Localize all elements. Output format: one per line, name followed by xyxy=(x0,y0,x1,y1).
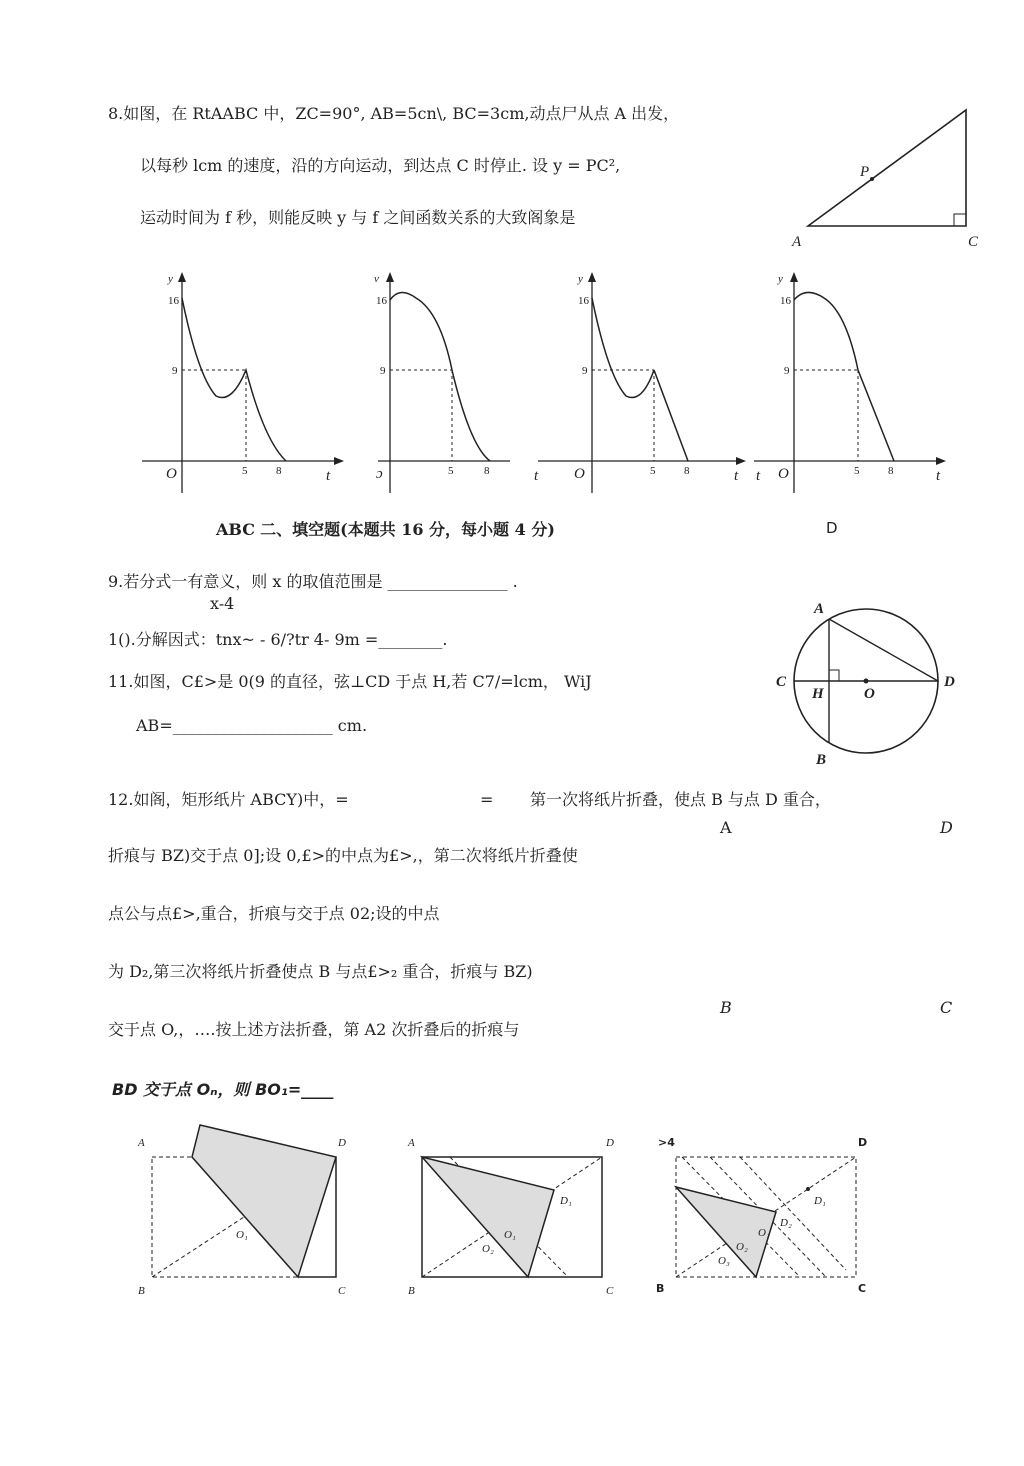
svg-text:16: 16 xyxy=(780,295,791,307)
svg-text:B: B xyxy=(138,1285,145,1297)
svg-text:O₂: O₂ xyxy=(482,1243,494,1255)
svg-text:8: 8 xyxy=(888,465,894,477)
svg-text:8: 8 xyxy=(684,465,690,477)
q9-denominator: x-4 xyxy=(210,594,235,613)
q12-line1b: = xyxy=(480,790,494,809)
q11-circle-figure xyxy=(770,598,970,768)
q8-line1: 8.如图，在 RtAABC 中，ZC=90°, AB=5cn\, BC=3cm,动点尸从点 A 出发， xyxy=(108,104,680,123)
q11-line2: AB=____________________ cm. xyxy=(136,716,368,735)
svg-text:t: t xyxy=(326,468,331,484)
q12-rect-label-b: B xyxy=(720,998,732,1017)
q10-text: 1().分解因式：tnx~ - 6/?tr 4- 9m =________. xyxy=(108,630,448,649)
svg-text:16: 16 xyxy=(578,295,589,307)
svg-text:D₁: D₁ xyxy=(814,1195,826,1207)
svg-text:O: O xyxy=(778,466,789,482)
svg-text:O₁: O₁ xyxy=(504,1229,516,1241)
svg-text:t: t xyxy=(534,468,539,484)
q12-line1c: 第一次将纸片折叠，使点 B 与点 D 重合， xyxy=(530,790,831,809)
svg-text:O: O xyxy=(166,466,177,482)
q8-graph-d xyxy=(752,268,972,498)
svg-text:y: y xyxy=(778,273,783,285)
q12-line6: BD 交于点 Oₙ，则 BO₁=____ xyxy=(112,1080,334,1099)
svg-text:B: B xyxy=(816,752,827,768)
svg-text:A: A xyxy=(814,601,825,617)
svg-text:D: D xyxy=(944,674,955,690)
svg-text:ɔ: ɔ xyxy=(376,466,383,482)
svg-text:O: O xyxy=(864,686,875,702)
q12-rect-label-d: D xyxy=(940,818,953,837)
q8-label-a: A xyxy=(792,234,802,250)
q12-fold-figure-3 xyxy=(650,1120,890,1300)
svg-text:5: 5 xyxy=(242,465,248,477)
svg-text:O₂: O₂ xyxy=(736,1241,748,1253)
q12-fold-figure-2 xyxy=(400,1120,640,1300)
svg-text:8: 8 xyxy=(276,465,282,477)
section-title: 二、填空题(本题共 16 分，每小题 4 分) xyxy=(260,520,555,539)
q8-line2: 以每秒 lcm 的速度，沿的方向运动，到达点 C 时停止. 设 y = PC², xyxy=(140,156,621,175)
svg-text:D₂: D₂ xyxy=(780,1217,792,1229)
svg-text:16: 16 xyxy=(168,295,179,307)
svg-text:B: B xyxy=(408,1285,415,1297)
svg-text:O₁: O₁ xyxy=(236,1229,248,1241)
svg-text:C: C xyxy=(338,1285,346,1297)
svg-text:O₁: O₁ xyxy=(758,1227,770,1239)
q8-graph-a xyxy=(140,268,340,498)
svg-text:t: t xyxy=(734,468,739,484)
svg-text:O: O xyxy=(574,466,585,482)
q8-choice-d: D xyxy=(826,519,838,537)
svg-text:D: D xyxy=(338,1137,346,1149)
q12-line3: 点公与点£>,重合，折痕与交于点 02;设的中点 xyxy=(108,904,440,923)
svg-text:D₁: D₁ xyxy=(560,1195,572,1207)
q8-label-p: P xyxy=(860,164,870,180)
svg-text:5: 5 xyxy=(448,465,454,477)
svg-text:5: 5 xyxy=(854,465,860,477)
svg-text:9: 9 xyxy=(380,365,386,377)
q8-triangle-figure xyxy=(780,100,1000,250)
svg-text:y: y xyxy=(578,273,583,285)
svg-text:9: 9 xyxy=(784,365,790,377)
svg-text:y: y xyxy=(168,273,173,285)
svg-text:C: C xyxy=(858,1282,867,1295)
svg-text:B: B xyxy=(656,1282,665,1295)
svg-text:9: 9 xyxy=(582,365,588,377)
q8-choices-and-section-title xyxy=(216,520,555,540)
svg-text:A: A xyxy=(408,1137,415,1149)
svg-text:D: D xyxy=(858,1136,868,1149)
svg-text:C: C xyxy=(606,1285,614,1297)
svg-text:5: 5 xyxy=(650,465,656,477)
q8-graph-b xyxy=(360,268,510,498)
q12-rect-label-a: A xyxy=(720,818,732,837)
q9-text: 9.若分式一有意义，则 x 的取值范围是 _______________ . xyxy=(108,572,518,591)
svg-text:16: 16 xyxy=(376,295,387,307)
svg-text:A: A xyxy=(138,1137,145,1149)
q12-rect-label-c: C xyxy=(940,998,953,1017)
q8-graph-c xyxy=(530,268,750,498)
svg-text:C: C xyxy=(776,674,787,690)
q8-label-c: C xyxy=(968,234,979,250)
q12-line4: 为 D₂,第三次将纸片折叠使点 B 与点£>₂ 重合，折痕与 BZ) xyxy=(108,962,533,981)
svg-text:D: D xyxy=(606,1137,614,1149)
q11-line1: 11.如图，C£>是 0(9 的直径，弦⊥CD 于点 H,若 C7/=lcm， WiJ xyxy=(108,672,592,691)
q8-choice-labels: ABC xyxy=(216,520,255,539)
svg-text:v: v xyxy=(374,273,379,285)
q12-line2: 折痕与 BZ)交于点 0];设 0,£>的中点为£>,，第二次将纸片折叠使 xyxy=(108,846,578,865)
q12-line1a: 12.如阁，矩形纸片 ABCY)中，= xyxy=(108,790,349,809)
q12-line5: 交于点 O,，….按上述方法折叠，第 A2 次折叠后的折痕与 xyxy=(108,1020,520,1039)
svg-text:t: t xyxy=(936,468,941,484)
q8-line3: 运动时间为 f 秒，则能反映 y 与 f 之间函数关系的大致阁象是 xyxy=(140,208,576,227)
svg-text:O₃: O₃ xyxy=(718,1255,730,1267)
q12-fold-figure-1 xyxy=(130,1120,370,1300)
svg-text:8: 8 xyxy=(484,465,490,477)
svg-text:H: H xyxy=(812,686,824,702)
svg-text:t: t xyxy=(756,468,761,484)
svg-text:>4: >4 xyxy=(658,1136,675,1149)
svg-text:9: 9 xyxy=(172,365,178,377)
